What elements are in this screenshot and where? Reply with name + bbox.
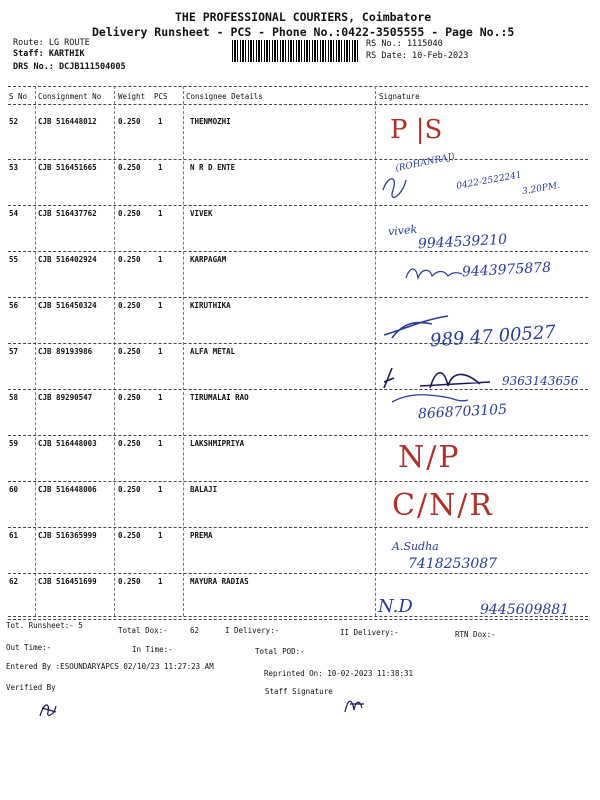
- signature-59: N/P: [398, 440, 461, 475]
- col-header-consignee: Consignee Details: [186, 92, 263, 101]
- row-pcs: 1: [158, 255, 163, 264]
- row-consignment-no: CJB 516448012: [38, 117, 97, 126]
- row-consignment-no: CJB 516437762: [38, 209, 97, 218]
- entered-by: Entered By :ESOUNDARYAPCS 02/10/23 11:27:23 AM: [6, 662, 214, 671]
- i-delivery: I Delivery:-: [225, 626, 280, 635]
- row-separator: [8, 435, 588, 436]
- signature-57-scribble: [380, 360, 500, 394]
- staff-signature-mark: [342, 692, 368, 716]
- staff-label: Staff: KARTHIK: [13, 49, 85, 59]
- row-weight: 0.250: [118, 531, 141, 540]
- row-pcs: 1: [158, 485, 163, 494]
- signature-52: P |S: [390, 115, 443, 145]
- row-consignment-no: CJB 516448003: [38, 439, 97, 448]
- row-sno: 62: [9, 577, 19, 586]
- row-consignee: ALFA METAL: [190, 347, 236, 356]
- signature-53-phone: 0422-2522241: [455, 170, 523, 192]
- col-header-consignment: Consignment No: [38, 92, 102, 101]
- signature-55-phone: 9443975878: [461, 259, 552, 281]
- row-consignee: MAYURA RADIAS: [190, 577, 249, 586]
- total-dox-value: 62: [190, 626, 200, 635]
- row-consignee: TIRUMALAI RAO: [190, 393, 249, 402]
- col-header-pcs: PCS: [154, 92, 168, 101]
- row-separator: [8, 389, 588, 390]
- signature-62-name: N.D: [378, 596, 413, 617]
- staff-signature-label: Staff Signature: [265, 687, 333, 696]
- out-time: Out Time:-: [6, 643, 52, 652]
- signature-60: C/N/R: [392, 488, 495, 523]
- row-separator: [8, 159, 588, 160]
- row-sno: 54: [9, 209, 19, 218]
- row-pcs: 1: [158, 209, 163, 218]
- row-consignment-no: CJB 516451665: [38, 163, 97, 172]
- row-sno: 52: [9, 117, 19, 126]
- row-weight: 0.250: [118, 577, 141, 586]
- row-separator: [8, 251, 588, 252]
- rs-number: RS No.: 1115040: [366, 39, 443, 49]
- tot-runsheet: Tot. Runsheet:- 5: [6, 621, 83, 630]
- reprinted-on: Reprinted On: 10-02-2023 11:38:31: [264, 669, 414, 678]
- signature-62-phone: 9445609881: [480, 602, 570, 618]
- signature-54-phone: 9944539210: [417, 231, 508, 253]
- row-pcs: 1: [158, 393, 163, 402]
- company-title: THE PROFESSIONAL COURIERS, Coimbatore: [175, 10, 432, 24]
- route-label: Route: LG ROUTE: [13, 38, 90, 48]
- row-pcs: 1: [158, 577, 163, 586]
- row-separator: [8, 297, 588, 298]
- row-consignment-no: CJB 516450324: [38, 301, 97, 310]
- row-weight: 0.250: [118, 485, 141, 494]
- total-dox-label: Total Dox:-: [118, 626, 168, 635]
- row-consignee: PREMA: [190, 531, 213, 540]
- row-weight: 0.250: [118, 347, 141, 356]
- row-pcs: 1: [158, 347, 163, 356]
- signature-57-phone: 9363143656: [502, 374, 579, 388]
- total-pod: Total POD:-: [255, 647, 305, 656]
- rtn-dox: RTN Dox:-: [455, 630, 496, 639]
- row-sno: 57: [9, 347, 19, 356]
- row-separator: [8, 481, 588, 482]
- barcode: [232, 40, 358, 62]
- in-time: In Time:-: [132, 645, 173, 654]
- row-consignment-no: CJB 516448006: [38, 485, 97, 494]
- row-sno: 55: [9, 255, 19, 264]
- row-separator: [8, 619, 588, 620]
- row-consignment-no: CJB 89193986: [38, 347, 93, 356]
- row-pcs: 1: [158, 439, 163, 448]
- row-pcs: 1: [158, 301, 163, 310]
- row-weight: 0.250: [118, 301, 141, 310]
- col-header-weight: Weight: [118, 92, 146, 101]
- verified-signature: [36, 698, 60, 720]
- row-consignee: VIVEK: [190, 209, 213, 218]
- col-header-signature: Signature: [379, 92, 420, 101]
- row-separator: [8, 573, 588, 574]
- signature-56-phone: 989 47 00527: [429, 321, 557, 352]
- row-weight: 0.250: [118, 209, 141, 218]
- signature-53-scribble: [378, 170, 408, 200]
- row-consignment-no: CJB 516402924: [38, 255, 97, 264]
- row-weight: 0.250: [118, 393, 141, 402]
- row-sno: 56: [9, 301, 19, 310]
- signature-61-phone: 7418253087: [408, 556, 498, 572]
- row-sno: 61: [9, 531, 19, 540]
- row-consignee: N R D ENTE: [190, 163, 236, 172]
- row-weight: 0.250: [118, 439, 141, 448]
- row-consignee: KIRUTHIKA: [190, 301, 231, 310]
- row-pcs: 1: [158, 117, 163, 126]
- signature-58-phone: 8668703105: [417, 401, 508, 423]
- verified-by: Verified By: [6, 683, 56, 692]
- row-weight: 0.250: [118, 255, 141, 264]
- row-separator: [8, 527, 588, 528]
- row-consignee: THENMOZHI: [190, 117, 231, 126]
- signature-53-time: 3.20PM.: [521, 180, 561, 198]
- row-sno: 59: [9, 439, 19, 448]
- row-pcs: 1: [158, 163, 163, 172]
- row-consignment-no: CJB 516451699: [38, 577, 97, 586]
- row-sno: 53: [9, 163, 19, 172]
- signature-54-name: vivek: [387, 222, 418, 239]
- signature-61-name: A.Sudha: [392, 540, 439, 553]
- row-sno: 58: [9, 393, 19, 402]
- row-consignment-no: CJB 89290547: [38, 393, 93, 402]
- row-separator: [8, 205, 588, 206]
- drs-label: DRS No.: DCJB111504005: [13, 62, 126, 72]
- col-header-sno: S No: [9, 92, 28, 101]
- row-weight: 0.250: [118, 117, 141, 126]
- signature-53-name: (ROHANRAJ): [394, 151, 456, 175]
- row-weight: 0.250: [118, 163, 141, 172]
- row-consignee: KARPAGAM: [190, 255, 227, 264]
- row-sno: 60: [9, 485, 19, 494]
- signature-55-scribble: [404, 262, 464, 284]
- row-consignee: BALAJI: [190, 485, 218, 494]
- row-consignee: LAKSHMIPRIYA: [190, 439, 245, 448]
- rs-date: RS Date: 10-Feb-2023: [366, 51, 469, 61]
- row-pcs: 1: [158, 531, 163, 540]
- row-consignment-no: CJB 516365999: [38, 531, 97, 540]
- ii-delivery: II Delivery:-: [340, 628, 399, 637]
- runsheet-subtitle: Delivery Runsheet - PCS - Phone No.:0422-3505555 - Page No.:5: [92, 25, 515, 39]
